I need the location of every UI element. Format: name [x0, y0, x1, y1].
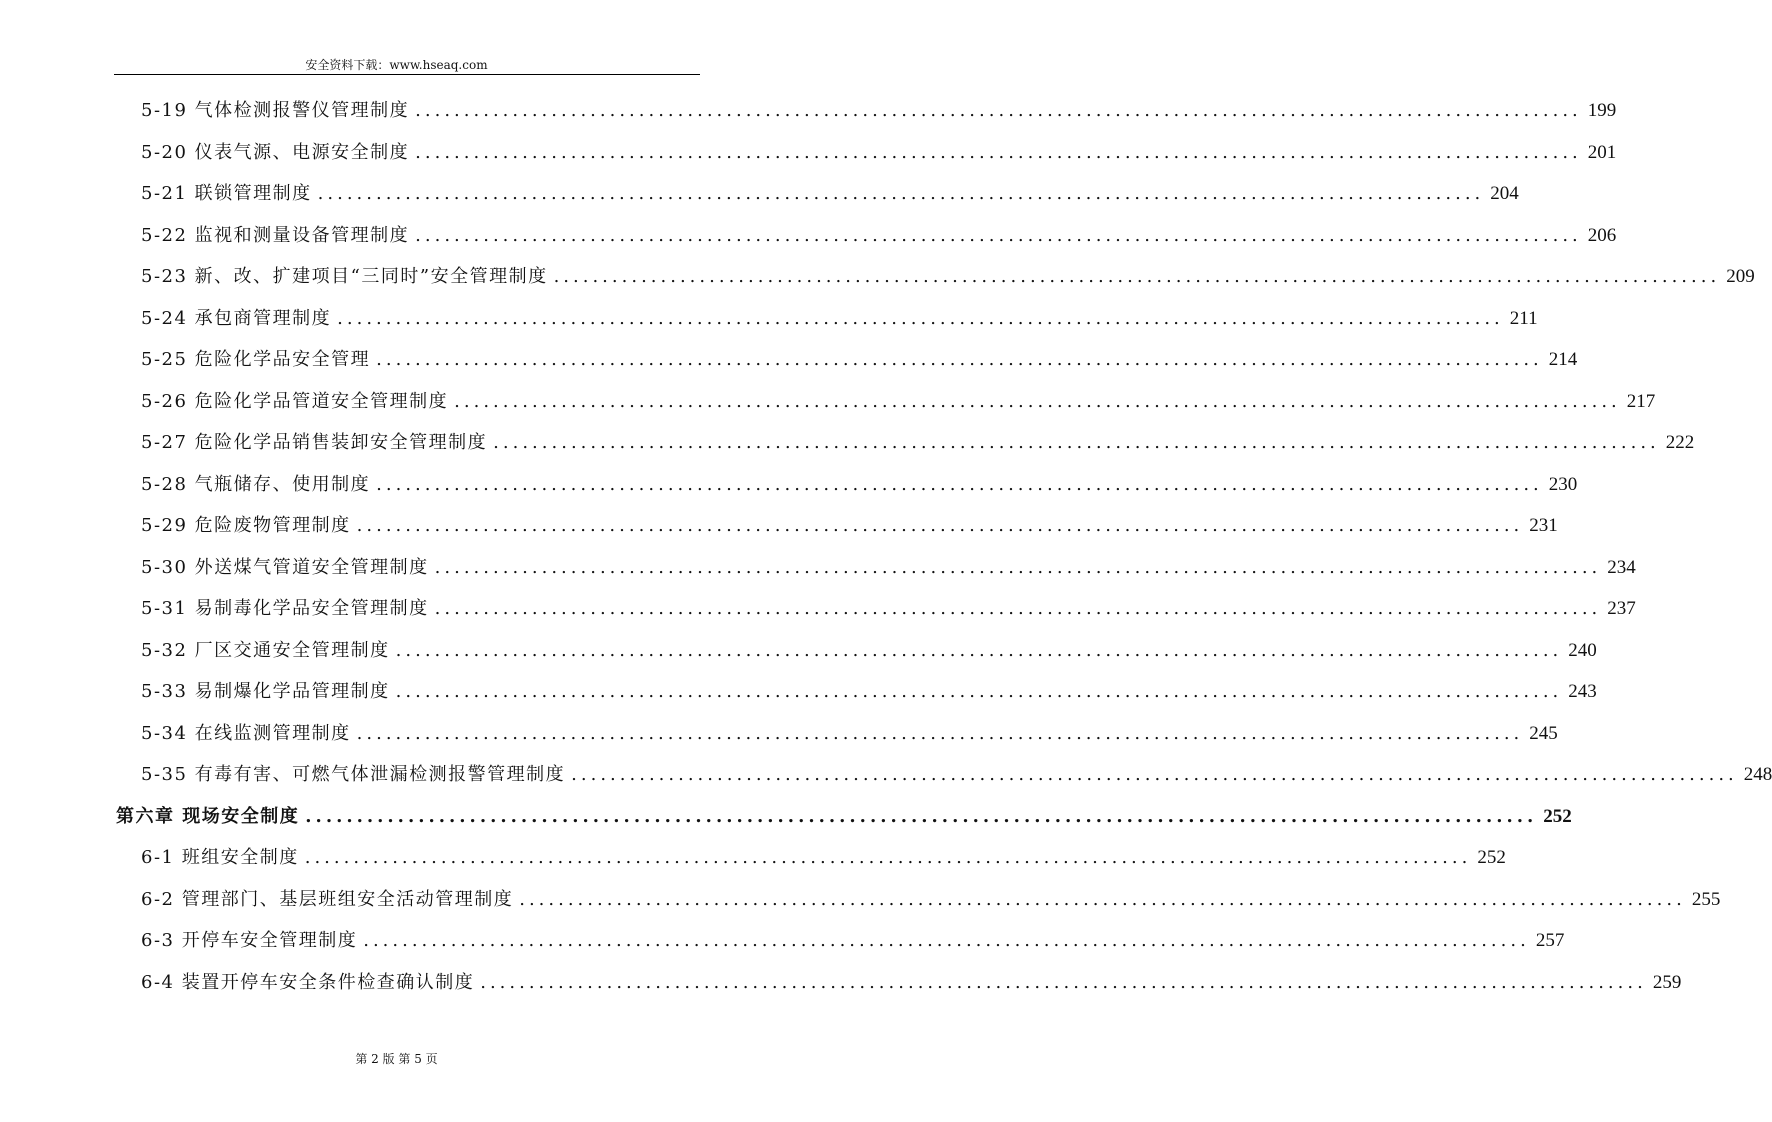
page-footer: 第 2 版 第 5 页 — [355, 1052, 438, 1066]
toc-entry-row[interactable] — [141, 636, 1597, 666]
toc-entry-row[interactable] — [141, 221, 1617, 251]
toc-leader-dots: ........................................................................................................................ — [493, 432, 1660, 453]
toc-page-number: 252 — [1477, 847, 1506, 868]
toc-entry-row[interactable] — [141, 304, 1538, 334]
toc-entry-label: 5-20 仪表气源、电源安全制度 — [141, 141, 410, 163]
toc-leader-dots: ........................................................................................................................ — [395, 681, 1563, 702]
toc-entry-row[interactable] — [141, 553, 1636, 583]
toc-page-number: 255 — [1691, 888, 1721, 910]
toc-page-number: 243 — [1568, 681, 1597, 702]
toc-page-number: 245 — [1529, 722, 1558, 744]
toc-page-number: 237 — [1607, 598, 1636, 619]
toc-entry-row[interactable] — [141, 968, 1682, 998]
toc-entry-row[interactable] — [141, 470, 1578, 500]
toc-leader-dots: ........................................................................................................................ — [571, 764, 1738, 785]
toc-entry-label: 5-19 气体检测报警仪管理制度 — [141, 100, 410, 121]
page-header: 安全资料下载：www.hseaq.com — [305, 58, 488, 72]
toc-page-number: 214 — [1548, 349, 1578, 370]
toc-page-number: 259 — [1652, 971, 1682, 993]
toc-leader-dots: ........................................................................................................................ — [304, 847, 1472, 868]
toc-entry-label: 5-28 气瓶储存、使用制度 — [141, 473, 371, 495]
toc-entry-row[interactable] — [141, 511, 1558, 541]
toc-page-number: 222 — [1665, 432, 1695, 453]
toc-entry-label: 5-27 危险化学品销售装卸安全管理制度 — [141, 432, 488, 453]
toc-chapter-row[interactable] — [116, 802, 1572, 832]
toc-entry-label: 6-2 管理部门、基层班组安全活动管理制度 — [141, 888, 514, 910]
toc-entry-row[interactable] — [141, 885, 1721, 915]
toc-entry-label: 5-32 厂区交通安全管理制度 — [141, 639, 390, 661]
toc-page-number: 204 — [1490, 183, 1519, 204]
toc-leader-dots: ........................................................................................................................ — [553, 266, 1721, 287]
toc-entry-row[interactable] — [141, 843, 1506, 873]
toc-page-number: 230 — [1548, 473, 1578, 495]
toc-leader-dots: ........................................................................................................................ — [434, 598, 1602, 619]
toc-leader-dots: ........................................................................................................................ — [454, 390, 1621, 412]
toc-entry-label: 5-24 承包商管理制度 — [141, 307, 332, 329]
toc-entry-label: 5-35 有毒有害、可燃气体泄漏检测报警管理制度 — [141, 764, 566, 785]
toc-page-number: 217 — [1626, 390, 1656, 412]
toc-leader-dots: ........................................................................................................................ — [376, 473, 1543, 495]
toc-entry-label: 6-1 班组安全制度 — [141, 847, 299, 868]
toc-page-number: 211 — [1509, 307, 1538, 329]
toc-entry-row[interactable] — [141, 677, 1597, 707]
toc-leader-dots: ........................................................................................................................ — [356, 722, 1524, 744]
toc-entry-row[interactable] — [141, 179, 1519, 209]
toc-entry-row[interactable] — [141, 345, 1578, 375]
toc-entry-row[interactable] — [141, 926, 1565, 956]
toc-entry-row[interactable] — [141, 760, 1772, 790]
toc-leader-dots: ........................................................................................................................ — [415, 224, 1582, 246]
toc-leader-dots: ........................................................................................................................ — [415, 141, 1582, 163]
toc-entry-row[interactable] — [141, 96, 1617, 126]
toc-leader-dots: ........................................................................................................................ — [519, 888, 1686, 910]
toc-entry-row[interactable] — [141, 262, 1755, 292]
toc-leader-dots: ........................................................................................................................ — [337, 307, 1504, 329]
toc-entry-label: 5-23 新、改、扩建项目“三同时”安全管理制度 — [141, 266, 548, 287]
toc-entry-label: 5-34 在线监测管理制度 — [141, 722, 351, 744]
toc-entry-label: 5-26 危险化学品管道安全管理制度 — [141, 390, 449, 412]
toc-leader-dots: ........................................................................................................................ — [434, 556, 1602, 578]
toc-leader-dots: ........................................................................................................................ — [480, 971, 1647, 993]
toc-page-number: 248 — [1743, 764, 1772, 785]
toc-page-number: 209 — [1726, 266, 1755, 287]
toc-entry-label: 5-31 易制毒化学品安全管理制度 — [141, 598, 429, 619]
toc-entry-label: 6-3 开停车安全管理制度 — [141, 930, 358, 951]
toc-page-number: 240 — [1568, 639, 1597, 661]
toc-entry-label: 第六章 现场安全制度 — [116, 805, 300, 827]
toc-entry-label: 5-25 危险化学品安全管理 — [141, 349, 371, 370]
toc-page-number: 252 — [1543, 805, 1572, 827]
toc-leader-dots: ........................................................................................................................ — [395, 639, 1563, 661]
header-rule — [114, 74, 700, 75]
toc-page-number: 231 — [1529, 515, 1558, 536]
toc-page-number: 234 — [1607, 556, 1636, 578]
toc-entry-row[interactable] — [141, 428, 1695, 458]
toc-leader-dots: ........................................................................................................................ — [305, 805, 1538, 827]
toc-entry-label: 5-29 危险废物管理制度 — [141, 515, 351, 536]
toc-entry-label: 5-30 外送煤气管道安全管理制度 — [141, 556, 429, 578]
toc-page-number: 199 — [1587, 100, 1617, 121]
toc-entry-label: 5-33 易制爆化学品管理制度 — [141, 681, 390, 702]
toc-entry-row[interactable] — [141, 387, 1656, 417]
toc-entry-row[interactable] — [141, 594, 1636, 624]
toc-leader-dots: ........................................................................................................................ — [376, 349, 1543, 370]
toc-leader-dots: ........................................................................................................................ — [363, 930, 1530, 951]
toc-page-number: 206 — [1587, 224, 1617, 246]
toc-entry-label: 5-22 监视和测量设备管理制度 — [141, 224, 410, 246]
toc-page-number: 257 — [1535, 930, 1565, 951]
toc-entry-label: 6-4 装置开停车安全条件检查确认制度 — [141, 971, 475, 993]
toc-page-number: 201 — [1587, 141, 1617, 163]
toc-entry-row[interactable] — [141, 138, 1617, 168]
toc-entry-label: 5-21 联锁管理制度 — [141, 183, 312, 204]
toc-entry-row[interactable] — [141, 719, 1558, 749]
toc-leader-dots: ........................................................................................................................ — [317, 183, 1485, 204]
toc-leader-dots: ........................................................................................................................ — [415, 100, 1582, 121]
toc-leader-dots: ........................................................................................................................ — [356, 515, 1524, 536]
